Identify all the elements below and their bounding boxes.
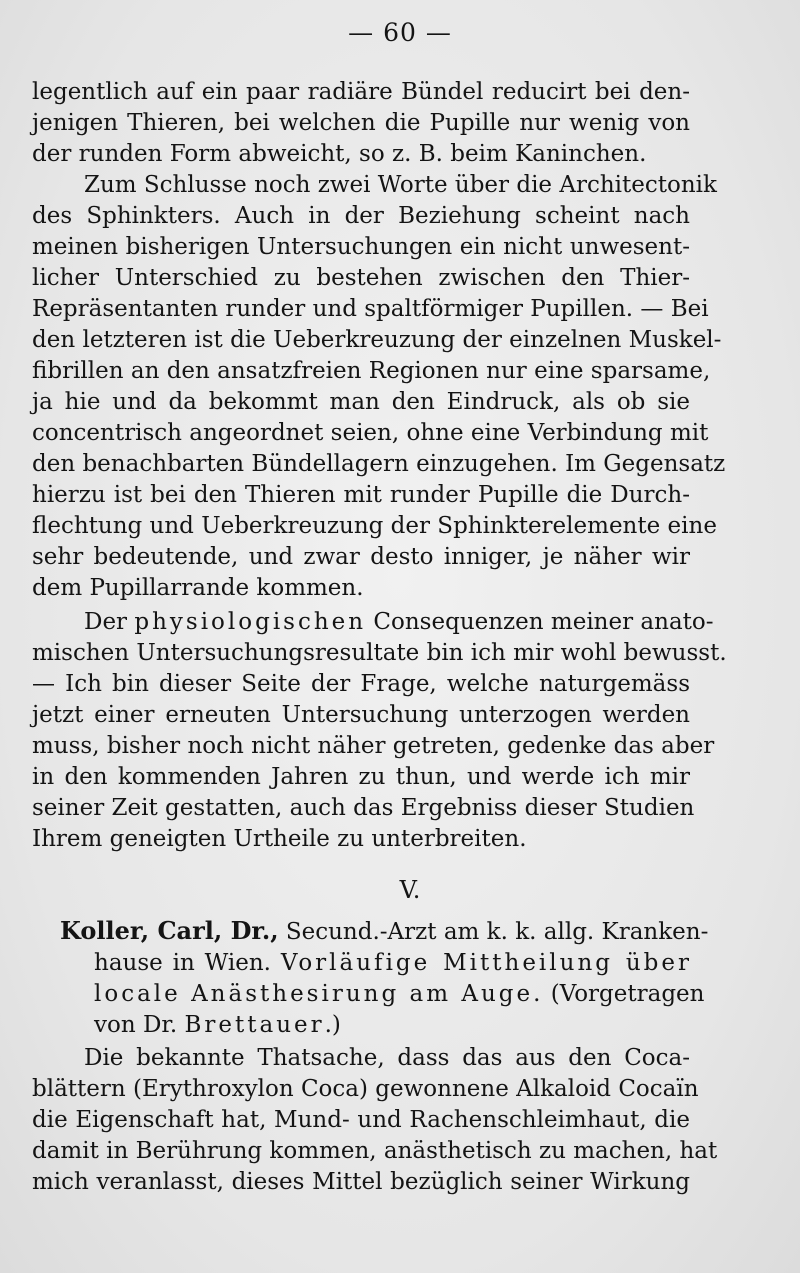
paragraph-cocaine bbox=[32, 1043, 718, 1198]
text-line: Zum Schlusse noch zwei Worte über die Architectonik bbox=[84, 172, 717, 198]
text-segment: von Dr. bbox=[94, 1012, 185, 1038]
text-segment: Consequenzen meiner anato- bbox=[366, 609, 714, 635]
section-numeral: V. bbox=[399, 876, 421, 904]
spaced-emphasis: physiologischen bbox=[134, 609, 367, 635]
text-line: der runden Form abweicht, so z. B. beim Kaninchen. bbox=[32, 141, 647, 167]
entry-line bbox=[60, 979, 705, 1010]
author-name: Koller, Carl, Dr., bbox=[60, 916, 279, 945]
text-line: legentlich auf ein paar radiäre Bündel reducirt bei den- bbox=[32, 79, 690, 105]
text-line: jetzt einer erneuten Untersuchung unterzogen werden bbox=[32, 702, 690, 728]
text-line: dem Pupillarrande kommen. bbox=[32, 575, 364, 601]
text-line: seiner Zeit gestatten, auch das Ergebniss dieser Studien bbox=[32, 795, 695, 821]
paragraph-continuation bbox=[32, 77, 690, 170]
text-line: in den kommenden Jahren zu thun, und werde ich mir bbox=[32, 764, 690, 790]
text-line: fibrillen an den ansatzfreien Regionen nur eine sparsame, bbox=[32, 358, 711, 384]
text-line: ja hie und da bekommt man den Eindruck, als ob sie bbox=[32, 389, 690, 415]
text-line: Ihrem geneigten Urtheile zu unterbreiten. bbox=[32, 826, 527, 852]
text-line: — Ich bin dieser Seite der Frage, welche naturgemäss bbox=[32, 671, 690, 697]
text-line: flechtung und Ueberkreuzung der Sphinkterelemente eine bbox=[32, 513, 717, 539]
text-line: concentrisch angeordnet seien, ohne eine Verbindung mit bbox=[32, 420, 709, 446]
text-line: meinen bisherigen Untersuchungen ein nicht unwesent- bbox=[32, 234, 690, 260]
text-line: den letzteren ist die Ueberkreuzung der einzelnen Muskel- bbox=[32, 327, 722, 353]
entry-line bbox=[60, 948, 692, 979]
text-line: die Eigenschaft hat, Mund- und Rachenschleimhaut, die bbox=[32, 1107, 690, 1133]
text-segment: (Vorgetragen bbox=[543, 981, 705, 1007]
bibliographic-entry bbox=[60, 915, 709, 1041]
text-line: mischen Untersuchungsresultate bin ich mir wohl bewusst. bbox=[32, 640, 727, 666]
paragraph-architectonics bbox=[32, 170, 726, 604]
entry-line bbox=[60, 915, 709, 948]
entry-title: locale Anästhesirung am Auge. bbox=[94, 981, 544, 1007]
text-segment: .) bbox=[324, 1012, 341, 1038]
text-line: muss, bisher noch nicht näher getreten, gedenke das aber bbox=[32, 733, 715, 759]
text-line: des Sphinkters. Auch in der Beziehung scheint nach bbox=[32, 203, 690, 229]
paragraph-physiological bbox=[32, 607, 727, 855]
text-line: den benachbarten Bündellagern einzugehen. Im Gegensatz bbox=[32, 451, 726, 477]
text-line bbox=[32, 607, 714, 638]
entry-title: Vorläufige Mittheilung über bbox=[280, 950, 692, 976]
text-line: blättern (Erythroxylon Coca) gewonnene Alkaloid Cocaïn bbox=[32, 1076, 699, 1102]
text-line: damit in Berührung kommen, anästhetisch zu machen, hat bbox=[32, 1138, 718, 1164]
text-segment: hause in Wien. bbox=[94, 950, 281, 976]
text-line: sehr bedeutende, und zwar desto inniger, je näher wir bbox=[32, 544, 690, 570]
text-line: mich veranlasst, dieses Mittel bezüglich seiner Wirkung bbox=[32, 1169, 690, 1195]
text-line: jenigen Thieren, bei welchen die Pupille nur wenig von bbox=[32, 110, 690, 136]
text-segment: Der bbox=[84, 609, 135, 635]
text-line: licher Unterschied zu bestehen zwischen den Thier- bbox=[32, 265, 690, 291]
page-number: — 60 — bbox=[348, 18, 452, 47]
text-segment: Secund.-Arzt am k. k. allg. Kranken- bbox=[278, 919, 709, 945]
text-line: Repräsentanten runder und spaltförmiger Pupillen. — Bei bbox=[32, 296, 709, 322]
presenter-name: Brettauer bbox=[184, 1012, 325, 1038]
text-line: hierzu ist bei den Thieren mit runder Pupille die Durch- bbox=[32, 482, 690, 508]
entry-line bbox=[60, 1010, 692, 1041]
text-line: Die bekannte Thatsache, dass das aus den Coca- bbox=[84, 1045, 690, 1071]
